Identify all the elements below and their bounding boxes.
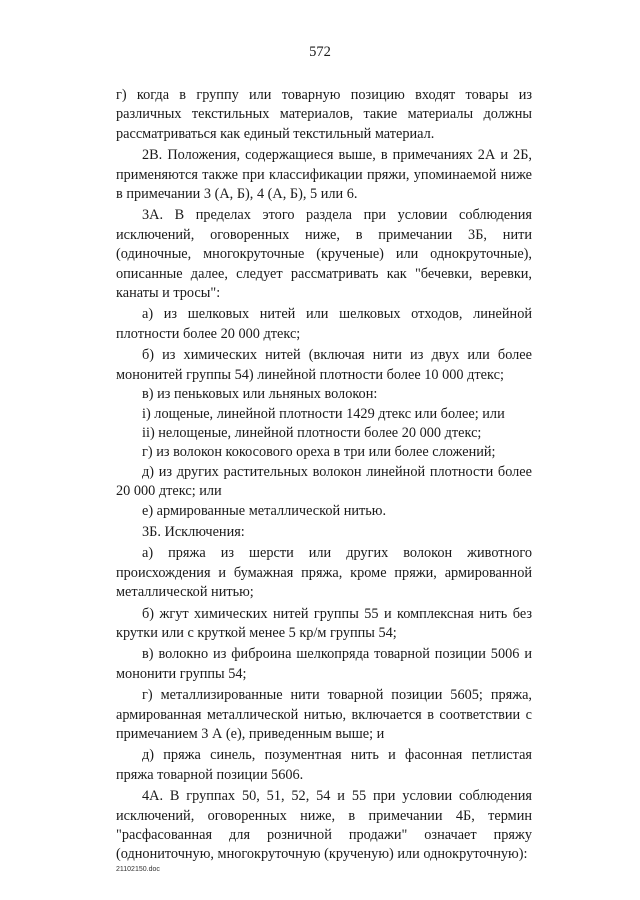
paragraph-3a-item-b: б) из химических нитей (включая нити из двух или более мононитей группы 54) линейной плотности более 10 000 дтекс; — [116, 347, 532, 383]
paragraph-g-textile-materials: г) когда в группу или товарную позицию входят товары из различных текстильных материалов, такие материалы должны рассматриваться как единый текстильный материал. — [116, 87, 532, 142]
paragraph-3b-item-d: д) пряжа синель, позументная нить и фасонная петлистая пряжа товарной позиции 5606. — [116, 747, 532, 783]
paragraph-3b-item-v: в) волокно из фиброина шелкопряда товарной позиции 5006 и мононити группы 54; — [116, 646, 532, 682]
paragraph-3a-item-a: а) из шелковых нитей или шелковых отходов, линейной плотности более 20 000 дтекс; — [116, 306, 532, 342]
paragraph-3a-item-g: г) из волокон кокосового ореха в три или более сложений; — [142, 444, 496, 461]
paragraph-note-4a: 4А. В группах 50, 51, 52, 54 и 55 при условии соблюдения исключений, оговоренных ниже, в примечании 4Б, термин "расфасованная для розничной продажи" означает пряжу (однониточную, многокруточную (крученую) или однокруточную): — [116, 788, 532, 863]
paragraph-note-3b: 3Б. Исключения: — [142, 523, 245, 540]
footer-filename: 21102150.doc — [116, 866, 160, 873]
paragraph-3a-item-v-ii: ii) нелощеные, линейной плотности более 20 000 дтекс; — [142, 424, 482, 441]
paragraph-3a-item-e: е) армированные металлической нитью. — [142, 502, 387, 519]
paragraph-3b-item-g: г) металлизированные нити товарной позиции 5605; пряжа, армированная металлической нитью, включается в соответствии с примечанием 3 А (е), приведенным выше; и — [116, 687, 532, 742]
paragraph-3b-item-a: а) пряжа из шерсти или других волокон животного происхождения и бумажная пряжа, кроме пряжи, армированной металлической нитью; — [116, 545, 532, 601]
paragraph-3a-item-v: в) из пеньковых или льняных волокон: — [142, 386, 378, 403]
paragraph-3b-item-b: б) жгут химических нитей группы 55 и комплексная нить без крутки или с круткой менее 5 кр/м группы 54; — [116, 605, 532, 641]
paragraph-note-2v: 2В. Положения, содержащиеся выше, в примечаниях 2А и 2Б, применяются также при классификации пряжи, упоминаемой ниже в примечании 3 (А, Б), 4 (А, Б), 5 или 6. — [116, 147, 532, 203]
paragraph-3a-item-v-i: i) лощеные, линейной плотности 1429 дтекс или более; или — [142, 405, 505, 422]
document-body — [116, 86, 532, 865]
paragraph-note-3a: 3А. В пределах этого раздела при условии соблюдения исключений, оговоренных ниже, в примечании 3Б, нити (одиночные, многокруточные (крученые) или однокруточные), описанные далее, следует рассматривать как "бечевки, веревки, канаты и тросы": — [116, 207, 532, 302]
paragraph-3a-item-d: д) из других растительных волокон линейной плотности более 20 000 дтекс; или — [116, 463, 532, 500]
page-number: 572 — [309, 44, 331, 60]
